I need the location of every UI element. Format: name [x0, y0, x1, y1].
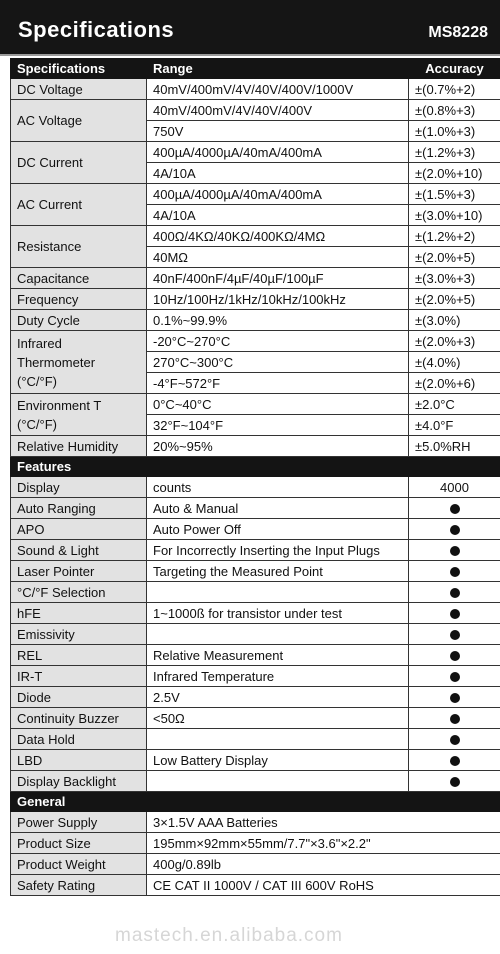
- table-row: [11, 310, 500, 331]
- feature-label: Diode: [11, 687, 147, 708]
- spec-accuracy: ±(2.0%+5): [409, 247, 500, 268]
- table-row: [11, 854, 500, 875]
- feature-value: 4000: [409, 477, 500, 498]
- spec-range: -20°C~270°C: [147, 331, 409, 352]
- spec-label-environment: [11, 394, 147, 436]
- spec-table: [10, 58, 500, 896]
- feature-label: Display: [11, 477, 147, 498]
- table-row: [11, 226, 500, 247]
- feature-label: LBD: [11, 750, 147, 771]
- general-value: 3×1.5V AAA Batteries: [147, 812, 500, 833]
- filled-circle-icon: [450, 651, 460, 661]
- feature-desc: Low Battery Display: [147, 750, 409, 771]
- feature-desc: Relative Measurement: [147, 645, 409, 666]
- feature-desc: Infrared Temperature: [147, 666, 409, 687]
- table-row: [11, 540, 500, 561]
- spec-range: 750V: [147, 121, 409, 142]
- spec-accuracy: ±(2.0%+5): [409, 289, 500, 310]
- header-range: Range: [147, 59, 409, 79]
- feature-desc: Auto & Manual: [147, 498, 409, 519]
- filled-circle-icon: [450, 504, 460, 514]
- general-label: Product Weight: [11, 854, 147, 875]
- feature-mark: [409, 729, 500, 750]
- label-line: (°C/°F): [17, 373, 57, 389]
- spec-range: 400Ω/4KΩ/40KΩ/400KΩ/4MΩ: [147, 226, 409, 247]
- spec-accuracy: ±4.0°F: [409, 415, 500, 436]
- spec-accuracy: ±(3.0%+3): [409, 268, 500, 289]
- table-row: [11, 603, 500, 624]
- table-row: [11, 582, 500, 603]
- title-banner: [0, 0, 500, 56]
- spec-range: 40mV/400mV/4V/40V/400V/1000V: [147, 79, 409, 100]
- filled-circle-icon: [450, 735, 460, 745]
- spec-header-row: [11, 59, 500, 79]
- feature-mark: [409, 771, 500, 792]
- table-row: [11, 666, 500, 687]
- general-label: Safety Rating: [11, 875, 147, 896]
- feature-desc: <50Ω: [147, 708, 409, 729]
- table-row: [11, 687, 500, 708]
- spec-label-infrared: [11, 331, 147, 394]
- spec-range: 0.1%~99.9%: [147, 310, 409, 331]
- spec-range: 40nF/400nF/4µF/40µF/100µF: [147, 268, 409, 289]
- spec-range: 270°C~300°C: [147, 352, 409, 373]
- spec-accuracy: ±(0.7%+2): [409, 79, 500, 100]
- features-list: [11, 477, 500, 792]
- feature-label: Laser Pointer: [11, 561, 147, 582]
- filled-circle-icon: [450, 567, 460, 577]
- table-row: [11, 729, 500, 750]
- table-row: [11, 750, 500, 771]
- feature-mark: [409, 666, 500, 687]
- general-label: Product Size: [11, 833, 147, 854]
- spec-accuracy: ±(3.0%): [409, 310, 500, 331]
- feature-mark: [409, 582, 500, 603]
- spec-label: Relative Humidity: [11, 436, 147, 457]
- feature-label: Data Hold: [11, 729, 147, 750]
- spec-range: 400µA/4000µA/40mA/400mA: [147, 184, 409, 205]
- table-row: [11, 394, 500, 415]
- table-row: [11, 833, 500, 854]
- label-line: Infrared: [17, 335, 62, 351]
- filled-circle-icon: [450, 630, 460, 640]
- features-header-row: [11, 457, 500, 477]
- page-title: Specifications: [18, 17, 175, 42]
- table-row: [11, 268, 500, 289]
- filled-circle-icon: [450, 756, 460, 766]
- spec-accuracy: ±(0.8%+3): [409, 100, 500, 121]
- spec-range: 40MΩ: [147, 247, 409, 268]
- spec-accuracy: ±(1.2%+2): [409, 226, 500, 247]
- feature-mark: [409, 624, 500, 645]
- feature-desc: [147, 771, 409, 792]
- spec-accuracy: ±5.0%RH: [409, 436, 500, 457]
- feature-mark: [409, 645, 500, 666]
- feature-mark: [409, 687, 500, 708]
- table-row: [11, 289, 500, 310]
- filled-circle-icon: [450, 672, 460, 682]
- feature-desc: 1~1000ß for transistor under test: [147, 603, 409, 624]
- feature-desc: For Incorrectly Inserting the Input Plugs: [147, 540, 409, 561]
- general-list: [11, 812, 500, 896]
- label-line: Environment T: [17, 397, 102, 413]
- spec-range: 4A/10A: [147, 163, 409, 184]
- spec-accuracy: ±(4.0%): [409, 352, 500, 373]
- feature-desc: Auto Power Off: [147, 519, 409, 540]
- filled-circle-icon: [450, 588, 460, 598]
- feature-label: IR-T: [11, 666, 147, 687]
- table-row: [11, 436, 500, 457]
- general-title: General: [11, 792, 500, 812]
- spec-range: 20%~95%: [147, 436, 409, 457]
- table-row: [11, 812, 500, 833]
- table-row: [11, 561, 500, 582]
- watermark: mastech.en.alibaba.com: [115, 925, 343, 946]
- general-value: CE CAT II 1000V / CAT III 600V RoHS: [147, 875, 500, 896]
- feature-label: APO: [11, 519, 147, 540]
- table-row: [11, 100, 500, 121]
- general-header-row: [11, 792, 500, 812]
- model-number: MS8228: [428, 24, 488, 41]
- spec-accuracy: ±(1.5%+3): [409, 184, 500, 205]
- feature-mark: [409, 540, 500, 561]
- spec-accuracy: ±(2.0%+10): [409, 163, 500, 184]
- table-row: [11, 477, 500, 498]
- spec-accuracy: ±(1.2%+3): [409, 142, 500, 163]
- spec-range: 0°C~40°C: [147, 394, 409, 415]
- table-row: [11, 708, 500, 729]
- spec-label: Capacitance: [11, 268, 147, 289]
- feature-mark: [409, 519, 500, 540]
- spec-range: 32°F~104°F: [147, 415, 409, 436]
- feature-desc: [147, 582, 409, 603]
- table-row: [11, 498, 500, 519]
- filled-circle-icon: [450, 609, 460, 619]
- features-title: Features: [11, 457, 500, 477]
- feature-label: Auto Ranging: [11, 498, 147, 519]
- feature-label: REL: [11, 645, 147, 666]
- feature-label: Display Backlight: [11, 771, 147, 792]
- table-row: [11, 519, 500, 540]
- feature-mark: [409, 498, 500, 519]
- filled-circle-icon: [450, 525, 460, 535]
- feature-mark: [409, 603, 500, 624]
- spec-label: AC Current: [11, 184, 147, 226]
- filled-circle-icon: [450, 693, 460, 703]
- spec-accuracy: ±(1.0%+3): [409, 121, 500, 142]
- table-row: [11, 79, 500, 100]
- spec-range: 10Hz/100Hz/1kHz/10kHz/100kHz: [147, 289, 409, 310]
- spec-range: 400µA/4000µA/40mA/400mA: [147, 142, 409, 163]
- spec-label: Duty Cycle: [11, 310, 147, 331]
- table-row: [11, 624, 500, 645]
- header-specifications: Specifications: [11, 59, 147, 79]
- table-row: [11, 771, 500, 792]
- general-value: 400g/0.89lb: [147, 854, 500, 875]
- filled-circle-icon: [450, 546, 460, 556]
- table-row: [11, 331, 500, 352]
- spec-label: Resistance: [11, 226, 147, 268]
- filled-circle-icon: [450, 714, 460, 724]
- label-line: Thermometer: [17, 354, 96, 370]
- table-row: [11, 645, 500, 666]
- header-accuracy: Accuracy: [409, 59, 500, 79]
- feature-label: Emissivity: [11, 624, 147, 645]
- spec-accuracy: ±(2.0%+6): [409, 373, 500, 394]
- feature-label: Sound & Light: [11, 540, 147, 561]
- spec-range: 4A/10A: [147, 205, 409, 226]
- table-row: [11, 184, 500, 205]
- spec-label: Frequency: [11, 289, 147, 310]
- feature-mark: [409, 708, 500, 729]
- feature-label: hFE: [11, 603, 147, 624]
- spec-accuracy: ±2.0°C: [409, 394, 500, 415]
- feature-mark: [409, 561, 500, 582]
- feature-desc: Targeting the Measured Point: [147, 561, 409, 582]
- general-value: 195mm×92mm×55mm/7.7"×3.6"×2.2": [147, 833, 500, 854]
- label-line: (°C/°F): [17, 416, 57, 432]
- spec-label: DC Voltage: [11, 79, 147, 100]
- spec-accuracy: ±(3.0%+10): [409, 205, 500, 226]
- spec-accuracy: ±(2.0%+3): [409, 331, 500, 352]
- feature-desc: 2.5V: [147, 687, 409, 708]
- feature-desc: counts: [147, 477, 409, 498]
- table-row: [11, 142, 500, 163]
- spec-range: 40mV/400mV/4V/40V/400V: [147, 100, 409, 121]
- feature-mark: [409, 750, 500, 771]
- general-label: Power Supply: [11, 812, 147, 833]
- feature-desc: [147, 729, 409, 750]
- feature-desc: [147, 624, 409, 645]
- feature-label: °C/°F Selection: [11, 582, 147, 603]
- table-row: [11, 875, 500, 896]
- filled-circle-icon: [450, 777, 460, 787]
- spec-range: -4°F~572°F: [147, 373, 409, 394]
- feature-label: Continuity Buzzer: [11, 708, 147, 729]
- spec-label: AC Voltage: [11, 100, 147, 142]
- spec-label: DC Current: [11, 142, 147, 184]
